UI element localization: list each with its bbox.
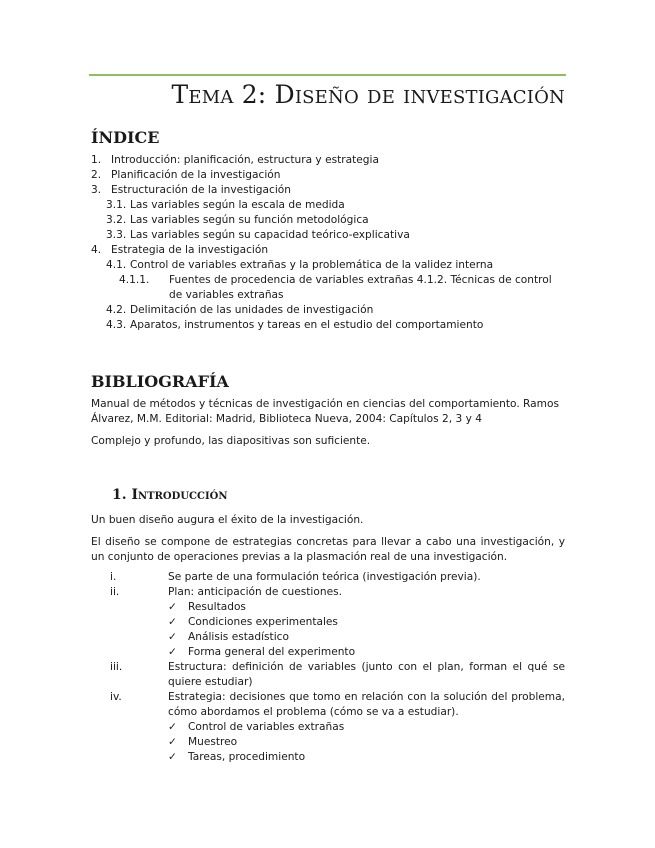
toc-item-text: Estrategia de la investigación (111, 244, 269, 256)
roman-item-text: Estructura: definición de variables (junto con el plan, forman el qué se quiere estudiar) (168, 661, 565, 688)
toc-subitem (91, 213, 571, 228)
check-item-text: Análisis estadístico (188, 631, 289, 643)
check-item-text: Muestreo (188, 736, 238, 748)
check-item-text: Condiciones experimentales (188, 616, 338, 628)
check-icon: ✓ (168, 631, 177, 643)
roman-list (91, 570, 565, 765)
roman-list-item (91, 690, 565, 765)
check-icon: ✓ (168, 616, 177, 628)
toc-item (91, 183, 571, 198)
check-item-text: Forma general del experimento (188, 646, 356, 658)
page-title: Tema 2: Diseño de investigación (171, 80, 565, 109)
toc-item-number: 4.1. (106, 259, 127, 271)
check-list-item (168, 615, 565, 630)
toc-subitem (91, 318, 571, 333)
toc-item-text: Estructuración de la investigación (111, 184, 291, 196)
header-rule (89, 74, 566, 76)
intro-heading: 1. Introducción (112, 487, 228, 503)
check-list (168, 600, 565, 660)
toc-item-number: 1. (91, 154, 102, 166)
toc-item-number: 3.1. (106, 199, 127, 211)
roman-item-text: Plan: anticipación de cuestiones. (168, 586, 342, 598)
check-list-item (168, 645, 565, 660)
bibliography-heading: BIBLIOGRAFÍA (91, 372, 229, 391)
check-icon: ✓ (168, 601, 177, 613)
bibliography-reference: Manual de métodos y técnicas de investigación en ciencias del comportamiento. Ramos Álvarez, M.M. Editorial: Madrid, Biblioteca Nueva, 2004: Capítulos 2, 3 y 4 (91, 398, 559, 425)
roman-item-text: Se parte de una formulación teórica (investigación previa). (168, 571, 481, 583)
roman-numeral: ii. (110, 586, 120, 598)
toc-item (91, 153, 571, 168)
toc-item-text: Las variables según su capacidad teórico-explicativa (130, 229, 410, 241)
check-icon: ✓ (168, 721, 177, 733)
check-item-text: Control de variables extrañas (188, 721, 345, 733)
toc-item-text: Aparatos, instrumentos y tareas en el estudio del comportamiento (130, 319, 484, 331)
bibliography-note: Complejo y profundo, las diapositivas son suficiente. (91, 435, 371, 447)
check-icon: ✓ (168, 736, 177, 748)
intro-paragraph-1: Un buen diseño augura el éxito de la investigación. (91, 514, 364, 526)
roman-numeral: i. (110, 571, 117, 583)
toc-item-text: Control de variables extrañas y la problemática de la validez interna (130, 259, 494, 271)
toc-item-text: Fuentes de procedencia de variables extrañas 4.1.2. Técnicas de control de variables extrañas (169, 274, 552, 301)
check-item-text: Resultados (188, 601, 246, 613)
roman-list-item (91, 585, 565, 660)
toc-item-text: Las variables según su función metodológica (130, 214, 369, 226)
intro-paragraph-2: El diseño se compone de estrategias concretas para llevar a cabo una investigación, y un conjunto de operaciones previas a la plasmación real de una investigación. (91, 536, 565, 563)
toc-subsubitem (91, 273, 571, 303)
table-of-contents (91, 153, 571, 333)
check-list (168, 720, 565, 765)
check-list-item (168, 720, 565, 735)
toc-item-text: Introducción: planificación, estructura y estrategia (111, 154, 379, 166)
roman-list-item (91, 570, 565, 585)
toc-item (91, 243, 571, 258)
toc-item-number: 3.2. (106, 214, 127, 226)
check-list-item (168, 600, 565, 615)
toc-subitem (91, 228, 571, 243)
roman-numeral: iv. (110, 691, 122, 703)
index-heading: ÍNDICE (91, 128, 160, 147)
toc-item-text: Delimitación de las unidades de investigación (130, 304, 374, 316)
check-icon: ✓ (168, 646, 177, 658)
toc-item-number: 3. (91, 184, 102, 196)
toc-item-number: 3.3. (106, 229, 127, 241)
toc-subitem (91, 198, 571, 213)
toc-item-text: Las variables según la escala de medida (130, 199, 345, 211)
check-list-item (168, 735, 565, 750)
toc-item-number: 4.2. (106, 304, 127, 316)
toc-item-number: 4.1.1. (119, 274, 150, 286)
toc-item-number: 2. (91, 169, 102, 181)
roman-numeral: iii. (110, 661, 123, 673)
check-list-item (168, 630, 565, 645)
roman-list-item (91, 660, 565, 690)
toc-item-number: 4.3. (106, 319, 127, 331)
check-list-item (168, 750, 565, 765)
toc-item-text: Planificación de la investigación (111, 169, 281, 181)
check-item-text: Tareas, procedimiento (188, 751, 306, 763)
toc-item-number: 4. (91, 244, 102, 256)
toc-subitem (91, 258, 571, 273)
toc-item (91, 168, 571, 183)
toc-subitem (91, 303, 571, 318)
check-icon: ✓ (168, 751, 177, 763)
roman-item-text: Estrategia: decisiones que tomo en relación con la solución del problema, cómo abordamos el problema (cómo se va a estudiar). (168, 691, 565, 718)
